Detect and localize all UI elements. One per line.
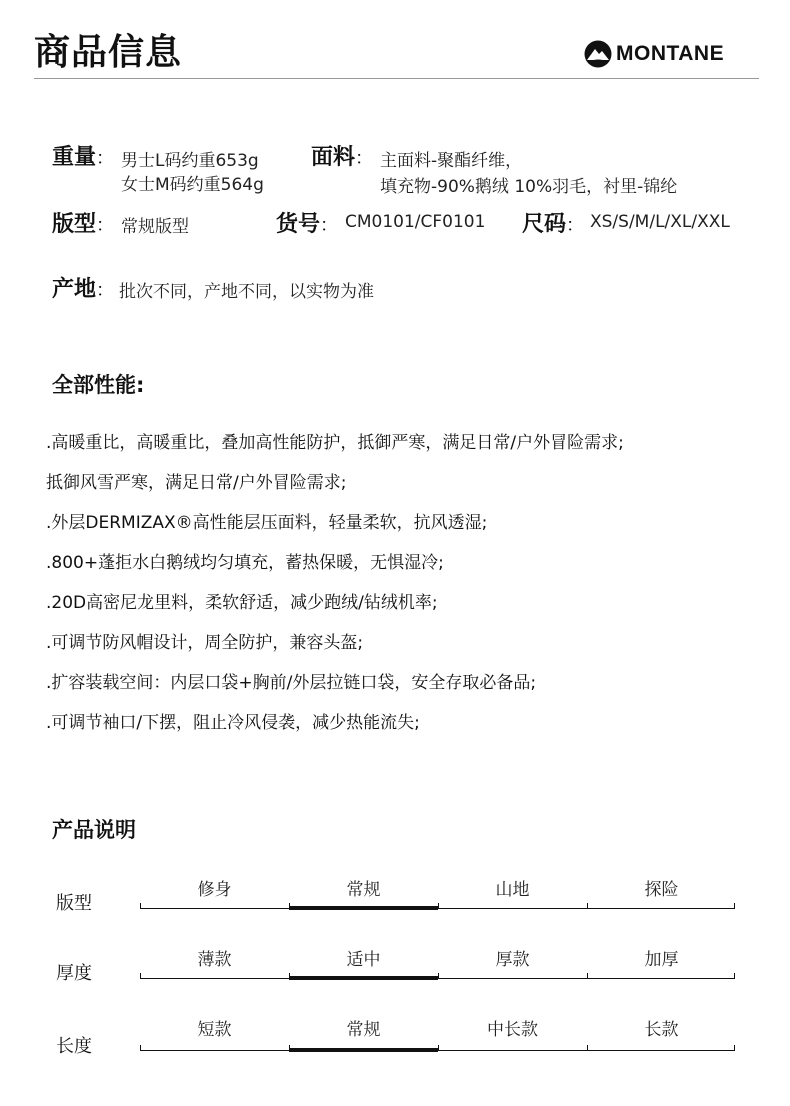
scale-option-selected: 常规 xyxy=(346,880,381,900)
scale-tick xyxy=(438,903,439,909)
spec-sku-label: 货号 xyxy=(276,212,321,237)
scale-label-fit: 版型 xyxy=(56,893,92,914)
features-heading: 全部性能: xyxy=(52,373,145,397)
spec-fit xyxy=(52,207,114,238)
feature-item: .外层DERMIZAX®高性能层压面料，轻量柔软，抗风透湿; xyxy=(46,513,488,533)
feature-item: .可调节袖口/下摆，阻止冷风侵袭，减少热能流失; xyxy=(46,713,420,733)
scale-tick xyxy=(734,973,735,979)
spec-fabric-label: 面料 xyxy=(311,145,356,170)
colon: ： xyxy=(96,215,115,236)
scale-option: 修身 xyxy=(197,880,232,900)
spec-weight xyxy=(52,140,114,171)
spec-size-label: 尺码 xyxy=(522,212,567,237)
spec-origin-value: 批次不同，产地不同，以实物为准 xyxy=(119,282,374,302)
spec-fabric xyxy=(311,140,373,171)
colon: ： xyxy=(566,215,585,236)
scale-option: 中长款 xyxy=(487,1020,538,1040)
colon: ： xyxy=(355,148,374,169)
brand-logo xyxy=(584,38,724,70)
page-title: 商品信息 xyxy=(34,32,183,73)
feature-item: .800+蓬拒水白鹅绒均匀填充，蓄热保暖，无惧湿冷; xyxy=(46,553,444,573)
scale-tick xyxy=(734,1045,735,1051)
scale-selected-indicator xyxy=(289,906,438,910)
feature-item: .扩容装载空间：内层口袋+胸前/外层拉链口袋，安全存取必备品; xyxy=(46,673,537,693)
brand-name: MONTANE xyxy=(616,42,725,65)
scale-option: 山地 xyxy=(495,880,530,900)
colon: ： xyxy=(96,148,115,169)
spec-fabric-line2: 填充物-90%鹅绒 10%羽毛，衬里-锦纶 xyxy=(380,177,678,197)
scale-option: 薄款 xyxy=(197,950,232,970)
feature-item: .可调节防风帽设计，周全防护，兼容头盔; xyxy=(46,633,364,653)
scale-option: 短款 xyxy=(197,1020,232,1040)
scale-option: 厚款 xyxy=(495,950,530,970)
scale-option: 长款 xyxy=(644,1020,679,1040)
spec-origin-label: 产地 xyxy=(52,277,97,302)
spec-fit-label: 版型 xyxy=(52,212,97,237)
scale-tick xyxy=(734,903,735,909)
scale-tick xyxy=(587,903,588,909)
scale-selected-indicator xyxy=(289,976,438,980)
scale-tick xyxy=(140,973,141,979)
scale-option-selected: 适中 xyxy=(346,950,381,970)
scale-option: 探险 xyxy=(644,880,679,900)
scale-option-selected: 常规 xyxy=(346,1020,381,1040)
feature-item: .20D高密尼龙里料，柔软舒适，减少跑绒/钻绒机率; xyxy=(46,593,438,613)
spec-fit-value: 常规版型 xyxy=(121,217,189,237)
scale-tick xyxy=(438,973,439,979)
scale-tick xyxy=(587,1045,588,1051)
scale-tick xyxy=(587,973,588,979)
spec-weight-line1: 男士L码约重653g xyxy=(121,151,259,171)
header-divider xyxy=(34,78,759,79)
spec-weight-line2: 女士M码约重564g xyxy=(121,175,264,195)
product-description-heading: 产品说明 xyxy=(52,818,136,842)
scale-selected-indicator xyxy=(289,1048,438,1052)
scale-tick xyxy=(140,1045,141,1051)
colon: ： xyxy=(320,215,339,236)
feature-item: 抵御风雪严寒，满足日常/户外冒险需求; xyxy=(46,473,347,493)
scale-tick xyxy=(140,903,141,909)
spec-sku-value: CM0101/CF0101 xyxy=(345,212,486,232)
spec-size xyxy=(522,207,584,238)
montane-logo-icon xyxy=(584,40,612,68)
colon: ： xyxy=(96,280,115,301)
spec-origin xyxy=(52,272,114,303)
feature-item: .高暖重比，高暖重比，叠加高性能防护，抵御严寒，满足日常/户外冒险需求; xyxy=(46,433,624,453)
scale-label-length: 长度 xyxy=(56,1036,92,1057)
spec-fabric-line1: 主面料-聚酯纤维， xyxy=(380,151,523,171)
scale-label-thickness: 厚度 xyxy=(56,963,92,984)
spec-weight-label: 重量 xyxy=(52,145,97,170)
spec-size-value: XS/S/M/L/XL/XXL xyxy=(590,212,730,232)
scale-tick xyxy=(438,1045,439,1051)
spec-sku xyxy=(276,207,338,238)
scale-option: 加厚 xyxy=(644,950,679,970)
